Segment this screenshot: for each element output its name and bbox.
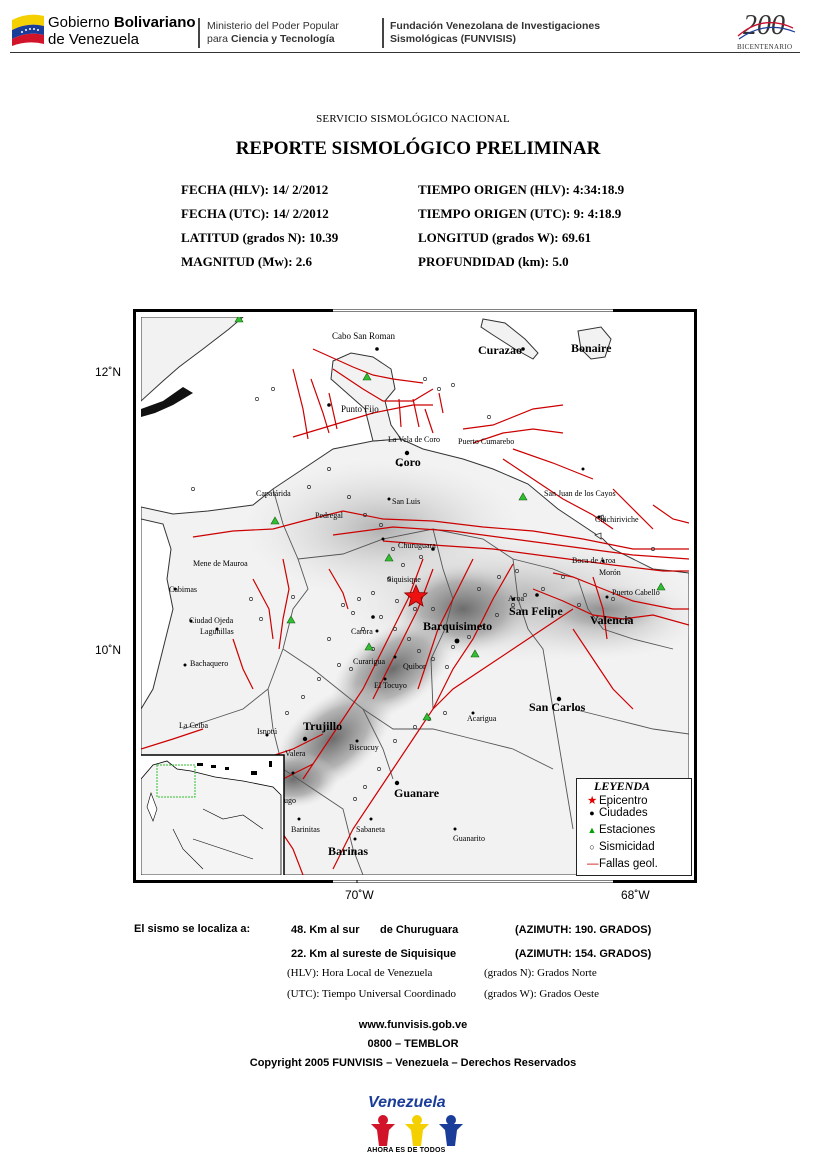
lat-label-12n: 12˚N — [95, 365, 122, 379]
profundidad: PROFUNDIDAD (km): 5.0 — [418, 254, 569, 269]
website-link[interactable]: www.funvisis.gob.ve — [358, 1019, 468, 1031]
legend-item-ciudades: ● Ciudades — [587, 807, 648, 819]
ministry-line1: Ministerio del Poder Popular — [207, 20, 339, 32]
location-line1-distance: 48. Km al sur — [291, 924, 360, 936]
city-label: Quibor — [403, 662, 426, 671]
city-label: Puerto Cabello — [612, 588, 660, 597]
gov-name-line1: Gobierno Bolivariano — [48, 14, 196, 31]
city-label: Barinas — [328, 844, 369, 858]
legend-title: LEYENDA — [594, 779, 651, 793]
copyright: Copyright 2005 FUNVISIS – Venezuela – Derechos Reservados — [249, 1057, 577, 1069]
gov-name-line2: de Venezuela — [48, 31, 139, 48]
note-utc: (UTC): Tiempo Universal Coordinado — [287, 988, 456, 1000]
location-line1-azimuth: (AZIMUTH: 190. GRADOS) — [515, 924, 652, 936]
city-label: Pedregal — [315, 511, 343, 520]
location-line1-reference: de Churuguara — [380, 924, 459, 936]
tiempo-origen-utc: TIEMPO ORIGEN (UTC): 9: 4:18.9 — [418, 206, 622, 221]
report-title: REPORTE SISMOLÓGICO PRELIMINAR — [235, 138, 601, 159]
city-label: Bonaire — [571, 341, 612, 355]
bicentenario-swirl-icon — [733, 16, 799, 42]
venezuela-ahora-logo — [363, 1094, 473, 1160]
city-label: Boca de Aroa — [572, 556, 616, 565]
header-rule — [10, 52, 800, 53]
legend-item-fallas: —Fallas geol. — [587, 858, 658, 870]
city-label: San Felipe — [509, 604, 563, 618]
header-divider — [198, 18, 200, 48]
legend-item-sismicidad: ○ Sismicidad — [587, 841, 655, 853]
header-divider — [382, 18, 384, 48]
city-label: San Juan de los Cayos — [544, 489, 616, 498]
city-label: Isnotú — [257, 727, 277, 736]
city-label: Churuguara — [398, 541, 436, 550]
city-label: El Tocuyo — [374, 681, 407, 690]
location-line2: 22. Km al sureste de Siquisique — [291, 948, 457, 960]
city-label: Capatárida — [256, 489, 291, 498]
city-label: San Carlos — [529, 700, 586, 714]
bicentenario-word: BICENTENARIO — [737, 43, 793, 51]
city-label: Siquisique — [387, 575, 421, 584]
funvisis-line2: Sismológicas (FUNVISIS) — [390, 33, 517, 45]
city-label: Cabimas — [169, 585, 197, 594]
city-label: Puerto Cumarebo — [458, 437, 515, 446]
magnitud: MAGNITUD (Mw): 2.6 — [181, 254, 313, 269]
bicentenario-logo — [733, 10, 799, 50]
city-label: Biscucuy — [349, 743, 379, 752]
city-label: Curazao — [478, 343, 522, 357]
location-line2-azimuth: (AZIMUTH: 154. GRADOS) — [515, 948, 652, 960]
longitud: LONGITUD (grados W): 69.61 — [418, 230, 592, 245]
city-label: Ciudad Ojeda — [189, 616, 234, 625]
city-label: Guanarito — [453, 834, 485, 843]
funvisis-line1: Fundación Venezolana de Investigaciones — [390, 20, 601, 32]
venezuela-flag-icon — [10, 12, 46, 46]
city-dot-icon: ● — [589, 808, 595, 818]
seismicity-circle-icon: ○ — [589, 842, 595, 852]
legend-item-estaciones: ▲ Estaciones — [587, 824, 656, 836]
city-label: Acarigua — [467, 714, 497, 723]
city-label: ugo — [284, 796, 296, 805]
fecha-utc: FECHA (UTC): 14/ 2/2012 — [181, 206, 329, 221]
city-label: Bachaquero — [190, 659, 229, 668]
legend-item-epicentro: ★ Epicentro — [587, 795, 648, 807]
logo-word: Venezuela — [368, 1094, 446, 1111]
city-label: Coro — [395, 455, 421, 469]
location-intro: El sismo se localiza a: — [134, 923, 251, 935]
city-label: Mene de Mauroa — [193, 559, 248, 568]
city-label: Barinitas — [291, 825, 320, 834]
city-label: Aroa — [508, 594, 524, 603]
city-label: Chichiriviche — [595, 515, 639, 524]
city-label: Curarigua — [353, 657, 385, 666]
note-grados-n: (grados N): Grados Norte — [484, 967, 597, 979]
city-label: Morón — [599, 568, 621, 577]
fecha-hlv: FECHA (HLV): 14/ 2/2012 — [181, 182, 329, 197]
map-legend — [576, 778, 692, 876]
city-label: Trujillo — [303, 719, 343, 733]
lon-label-68w: 68˚W — [621, 888, 650, 902]
city-label: Guanare — [394, 786, 440, 800]
note-hlv: (HLV): Hora Local de Venezuela — [287, 967, 433, 979]
city-label: Sabaneta — [356, 825, 385, 834]
people-figures-icon — [367, 1114, 467, 1146]
note-grados-w: (grados W): Grados Oeste — [484, 988, 599, 1000]
phone-number: 0800 – TEMBLOR — [367, 1038, 459, 1050]
city-label: Punto Fijo — [341, 404, 379, 414]
city-label: Cabo San Roman — [332, 331, 395, 341]
ministry-line2: para Ciencia y Tecnología — [207, 33, 335, 45]
latitud: LATITUD (grados N): 10.39 — [181, 230, 339, 245]
city-label: Valencia — [590, 613, 634, 627]
fault-line-icon: — — [587, 858, 599, 870]
bicentenario-number: 200 — [743, 10, 785, 41]
city-label: San Luis — [392, 497, 421, 506]
logo-slogan: AHORA ES DE TODOS — [367, 1147, 446, 1154]
inset-map — [138, 755, 284, 877]
city-label: La Ceiba — [179, 721, 209, 730]
lat-label-10n: 10˚N — [95, 643, 122, 657]
city-label: Lagunillas — [200, 627, 234, 636]
city-label: La Vela de Coro — [388, 435, 441, 444]
city-label: Valera — [285, 749, 306, 758]
station-triangle-icon: ▲ — [587, 825, 597, 835]
service-name: SERVICIO SISMOLÓGICO NACIONAL — [316, 113, 510, 125]
epicenter-icon: ★ — [587, 795, 598, 807]
city-label: Barquisimeto — [423, 619, 493, 633]
tiempo-origen-hlv: TIEMPO ORIGEN (HLV): 4:34:18.9 — [418, 182, 625, 197]
lon-label-70w: 70˚W — [345, 888, 374, 902]
city-label: Carora — [351, 627, 373, 636]
